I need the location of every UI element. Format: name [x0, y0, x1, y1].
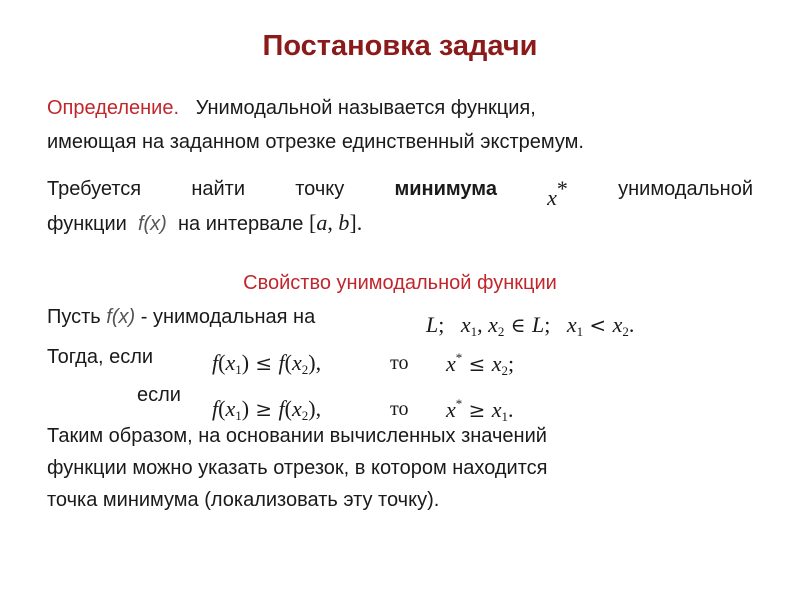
definition-line-1: [47, 96, 536, 120]
fx-symbol: f(x): [106, 306, 136, 328]
task-line-2: функции f(x) на интервале [a, b].: [47, 210, 363, 235]
conclusion-line-1: Таким образом, на основании вычисленных значений: [47, 425, 547, 447]
let-formula: L; $x_1$, $x_2$ ∈ L; $x_1 < x_2$.: [426, 312, 635, 339]
result-1: $x^* \le x_2$;: [446, 350, 515, 378]
task-word: Требуется: [47, 178, 142, 200]
then-label: Тогда, если: [47, 346, 154, 368]
definition-line-2: имеющая на заданном отрезке единственный экстремум.: [47, 131, 584, 153]
if-label-2: если: [137, 384, 181, 406]
condition-2: $f(x_1) \ge f(x_2)$,: [212, 396, 322, 423]
let-line: Пусть f(x) - унимодальная на: [47, 306, 316, 328]
conclusion-line-3: точка минимума (локализовать эту точку).: [47, 489, 440, 511]
definition-label: Определение.: [47, 97, 180, 119]
property-heading: Свойство унимодальной функции: [243, 272, 557, 294]
task-word: найти: [191, 178, 246, 200]
fx-symbol: f(x): [137, 213, 167, 235]
condition-1: $f(x_1) \le f(x_2)$,: [212, 350, 322, 377]
to-word-1: то: [390, 352, 409, 374]
task-xstar: x*: [547, 176, 568, 210]
definition-text: Унимодальной называется функция,: [195, 97, 536, 119]
page-title: Постановка задачи: [262, 30, 538, 62]
conclusion-line-2: функции можно указать отрезок, в котором находится: [47, 457, 548, 479]
task-word: точку: [295, 178, 345, 200]
to-word-2: то: [390, 398, 409, 420]
task-word: унимодальной: [618, 178, 753, 200]
task-minimum: минимума: [394, 178, 497, 200]
result-2: $x^* \ge x_1$.: [446, 396, 514, 424]
task-line-1: [47, 177, 753, 211]
